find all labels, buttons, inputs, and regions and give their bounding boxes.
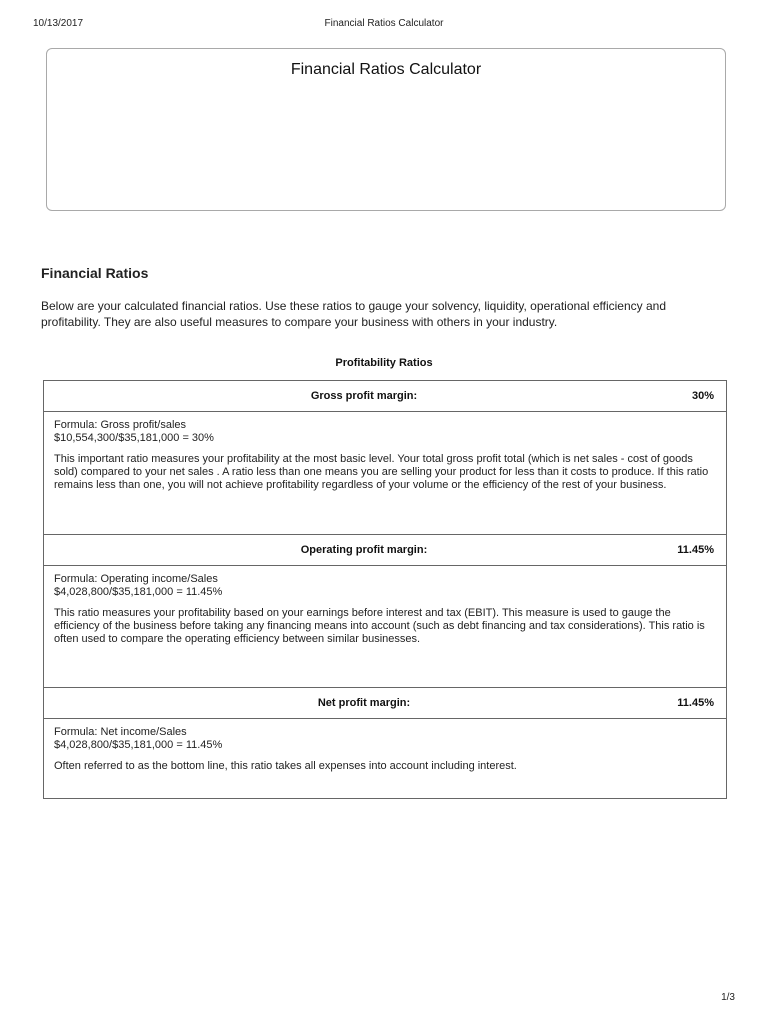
- page-number: 1/3: [721, 992, 735, 1003]
- ratio-formula: Formula: Operating income/Sales: [54, 573, 218, 585]
- ratio-formula: Formula: Net income/Sales: [54, 726, 187, 738]
- print-header: [0, 18, 768, 32]
- ratio-value: 11.45%: [677, 697, 714, 709]
- ratio-details-operating-profit-margin: [44, 566, 726, 688]
- ratio-details-net-profit-margin: [44, 719, 726, 798]
- ratio-value: 11.45%: [677, 544, 714, 556]
- table-caption: Profitability Ratios: [335, 357, 433, 369]
- print-title: Financial Ratios Calculator: [324, 18, 444, 29]
- ratio-description: This ratio measures your profitability based on your earnings before interest and tax (EBIT). This measure is used to gauge the efficiency of the business before taking any financing means into account (such as debt financing and tax considerations). This ratio is often used to compare the operating efficiency between similar businesses.: [54, 607, 705, 645]
- calculator-header-box: [46, 48, 726, 211]
- page-title: Financial Ratios Calculator: [290, 61, 482, 78]
- ratio-header-net-profit-margin: [44, 688, 726, 719]
- ratio-formula: Formula: Gross profit/sales: [54, 419, 187, 431]
- ratio-name: Net profit margin:: [317, 697, 411, 709]
- ratio-value: 30%: [691, 390, 714, 402]
- intro-text: Below are your calculated financial ratios. Use these ratios to gauge your solvency, liquidity, operational efficiency and profitability. They are also useful measures to compare your business with others in your industry.: [41, 299, 667, 329]
- ratio-description: Often referred to as the bottom line, this ratio takes all expenses into account including interest.: [54, 760, 517, 772]
- section-heading: Financial Ratios: [41, 265, 149, 281]
- ratio-name: Operating profit margin:: [300, 544, 428, 556]
- ratio-name: Gross profit margin:: [310, 390, 418, 402]
- ratio-header-gross-profit-margin: [44, 381, 726, 412]
- ratio-header-operating-profit-margin: [44, 535, 726, 566]
- ratio-calculation: $10,554,300/$35,181,000 = 30%: [54, 432, 214, 444]
- ratio-details-gross-profit-margin: [44, 412, 726, 535]
- ratio-description: This important ratio measures your profitability at the most basic level. Your total gross profit total (which is net sales - cost of goods sold) compared to your net sales . A ratio less than one means you are selling your product for less than it costs to produce. If this ratio remains less than one, you will not achieve profitability regardless of your volume or the efficiency of the rest of your business.: [54, 453, 709, 491]
- ratio-calculation: $4,028,800/$35,181,000 = 11.45%: [54, 586, 223, 598]
- ratios-table: [43, 380, 727, 799]
- ratio-calculation: $4,028,800/$35,181,000 = 11.45%: [54, 739, 223, 751]
- print-date: 10/13/2017: [33, 18, 84, 29]
